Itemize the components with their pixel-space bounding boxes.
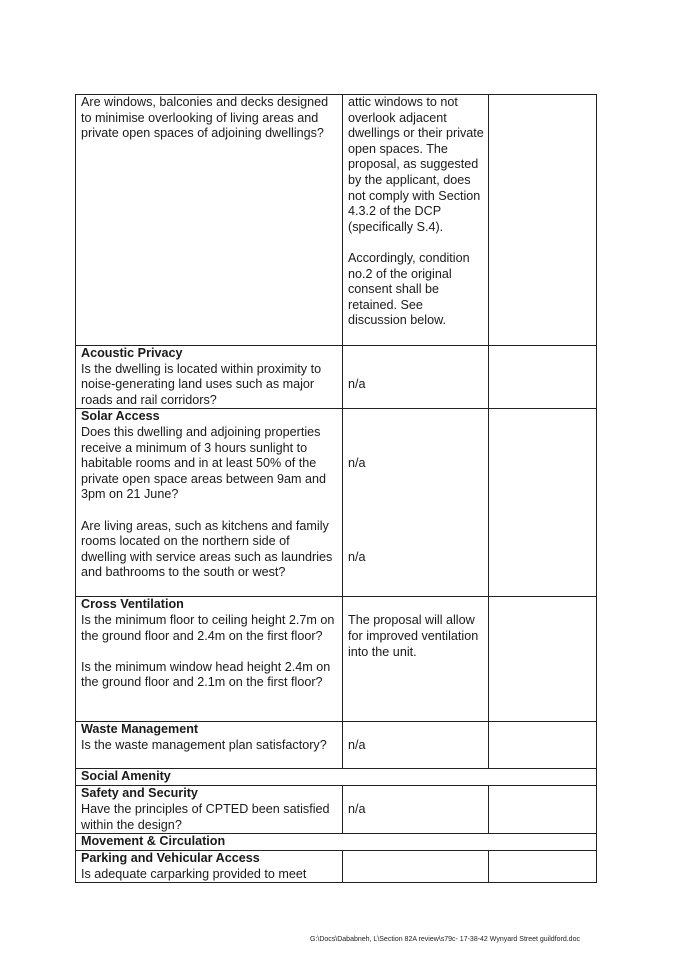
table-row-cross-ventilation [76, 597, 597, 722]
visual-privacy-question: Are windows, balconies and decks designed to minimise overlooking of living areas and private open spaces of adjoining dwellings? [81, 95, 329, 141]
cross-ventilation-question-1: Is the minimum floor to ceiling height 2.7m on the ground floor and 2.4m on the first floor? [81, 612, 335, 643]
notes-cell [489, 722, 597, 769]
question-cell [76, 346, 343, 409]
table-row-movement [76, 834, 597, 851]
waste-management-answer: n/a [348, 738, 366, 753]
notes-cell [489, 346, 597, 409]
answer-cell [343, 597, 489, 722]
table-row-waste-management [76, 722, 597, 769]
notes-cell [489, 786, 597, 834]
question-cell [76, 722, 343, 769]
notes-cell [489, 409, 597, 597]
question-cell [76, 851, 343, 883]
solar-access-answer-2: n/a [348, 549, 366, 564]
answer-cell [343, 851, 489, 883]
waste-management-question: Is the waste management plan satisfactory? [81, 737, 327, 752]
parking-heading: Parking and Vehicular Access [81, 851, 260, 866]
acoustic-privacy-question: Is the dwelling is located within proximity to noise-generating land uses such as major roads and rail corridors? [81, 361, 322, 407]
table-row-parking [76, 851, 597, 883]
answer-cell [343, 346, 489, 409]
section-heading-cell [76, 769, 597, 786]
section-heading-cell [76, 834, 597, 851]
document-footer-path: G:\Docs\Dababneh, L\Section 82A review\s79c- 17-38-42 Wynyard Street guildford.doc [310, 936, 580, 943]
parking-question: Is adequate carparking provided to meet [81, 866, 307, 881]
visual-privacy-answer-part1: attic windows to not overlook adjacent dwellings or their private open spaces. The proposal, as suggested by the applicant, does not comply with Section 4.3.2 of the DCP (specifically S.4). [348, 95, 484, 234]
notes-cell [489, 597, 597, 722]
solar-access-question-2: Are living areas, such as kitchens and family rooms located on the northern side of dwelling with service areas such as laundries and bathrooms to the south or west? [81, 518, 333, 580]
table-row-acoustic-privacy [76, 346, 597, 409]
cross-ventilation-heading: Cross Ventilation [81, 597, 184, 612]
notes-cell [489, 851, 597, 883]
safety-security-heading: Safety and Security [81, 786, 198, 801]
question-cell [76, 409, 343, 597]
question-cell [76, 95, 343, 346]
cross-ventilation-question-2: Is the minimum window head height 2.4m on the ground floor and 2.1m on the first floor? [81, 659, 331, 690]
cross-ventilation-answer: The proposal will allow for improved ventilation into the unit. [348, 613, 479, 659]
table-row-social-amenity [76, 769, 597, 786]
answer-cell [343, 95, 489, 346]
movement-heading: Movement & Circulation [81, 834, 226, 849]
answer-cell [343, 722, 489, 769]
question-cell [76, 597, 343, 722]
assessment-table [75, 94, 597, 883]
acoustic-privacy-answer: n/a [348, 377, 366, 391]
social-amenity-heading: Social Amenity [81, 769, 171, 784]
answer-cell [343, 409, 489, 597]
solar-access-heading: Solar Access [81, 409, 160, 424]
visual-privacy-answer-part2: Accordingly, condition no.2 of the original consent shall be retained. See discussion below. [348, 250, 470, 328]
question-cell [76, 786, 343, 834]
table-row-safety-security [76, 786, 597, 834]
table-row-solar-access [76, 409, 597, 597]
solar-access-question-1: Does this dwelling and adjoining properties receive a minimum of 3 hours sunlight to habitable rooms and in at least 50% of the private open space areas between 9am and 3pm on 21 June? [81, 424, 327, 502]
safety-security-answer: n/a [348, 802, 366, 817]
table-row-visual-privacy [76, 95, 597, 346]
notes-cell [489, 95, 597, 346]
acoustic-privacy-heading: Acoustic Privacy [81, 346, 183, 360]
safety-security-question: Have the principles of CPTED been satisfied within the design? [81, 801, 330, 832]
answer-cell [343, 786, 489, 834]
waste-management-heading: Waste Management [81, 722, 199, 737]
solar-access-answer-1: n/a [348, 456, 366, 471]
